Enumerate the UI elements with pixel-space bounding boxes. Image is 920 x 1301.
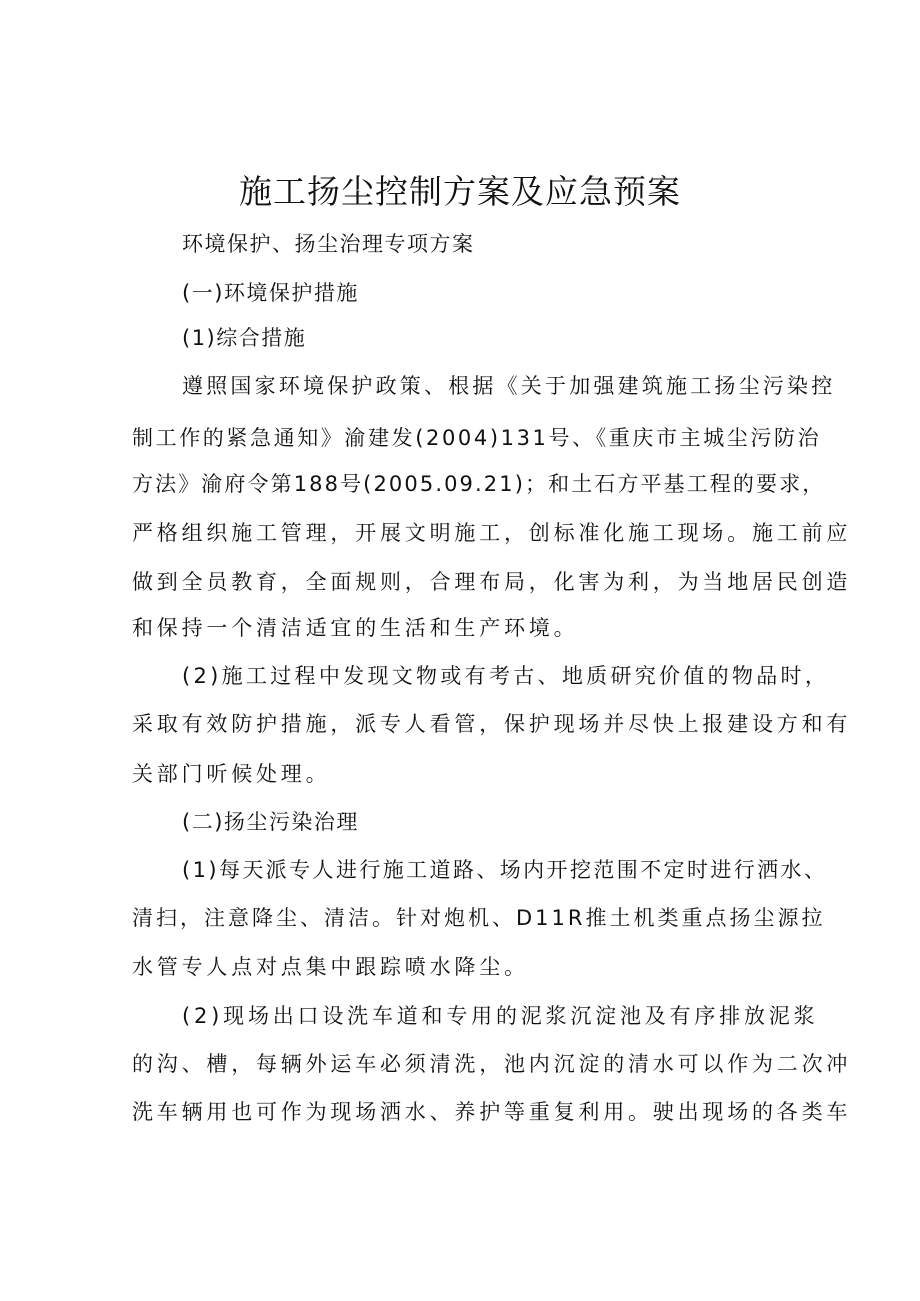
paragraph-line: 采取有效防护措施，派专人看管，保护现场并尽快上报建设方和有: [132, 712, 852, 736]
paragraph-line: (2)现场出口设洗车道和专用的泥浆沉淀池及有序排放泥浆: [182, 1004, 819, 1028]
paragraph-line: 遵照国家环境保护政策、根据《关于加强建筑施工扬尘污染控: [182, 374, 836, 398]
paragraph-line: 严格组织施工管理，开展文明施工，创标准化施工现场。施工前应: [132, 521, 852, 545]
paragraph-line: 制工作的紧急通知》渝建发(2004)131号、《重庆市主城尘污防治: [132, 426, 822, 450]
document-title: 施工扬尘控制方案及应急预案: [239, 172, 681, 211]
section-heading: 环境保护、扬尘治理专项方案: [182, 232, 475, 256]
subsection-heading: (二)扬尘污染治理: [182, 810, 359, 834]
paragraph-line: 洗车辆用也可作为现场洒水、养护等重复利用。驶出现场的各类车: [132, 1100, 852, 1124]
paragraph-line: 水管专人点对点集中跟踪喷水降尘。: [132, 955, 529, 979]
paragraph-line: (1)每天派专人进行施工道路、场内开挖范围不定时进行洒水、: [182, 858, 828, 882]
paragraph-line: 方法》渝府令第188号(2005.09.21)；和土石方平基工程的要求，: [132, 472, 826, 496]
subsection-heading: (一)环境保护措施: [182, 281, 359, 305]
paragraph-line: 的沟、槽，每辆外运车必须清洗，池内沉淀的清水可以作为二次冲: [132, 1052, 852, 1076]
paragraph-line: 清扫，注意降尘、清洁。针对炮机、D11R推土机类重点扬尘源拉: [132, 906, 826, 930]
paragraph-line: (2)施工过程中发现文物或有考古、地质研究价值的物品时，: [182, 664, 830, 688]
item-heading: (1)综合措施: [182, 326, 307, 350]
paragraph-line: 做到全员教育，全面规则，合理布局，化害为利，为当地居民创造: [132, 570, 852, 594]
paragraph-line: 和保持一个清洁适宜的生活和生产环境。: [132, 616, 579, 640]
paragraph-line: 关部门听候处理。: [132, 762, 331, 786]
